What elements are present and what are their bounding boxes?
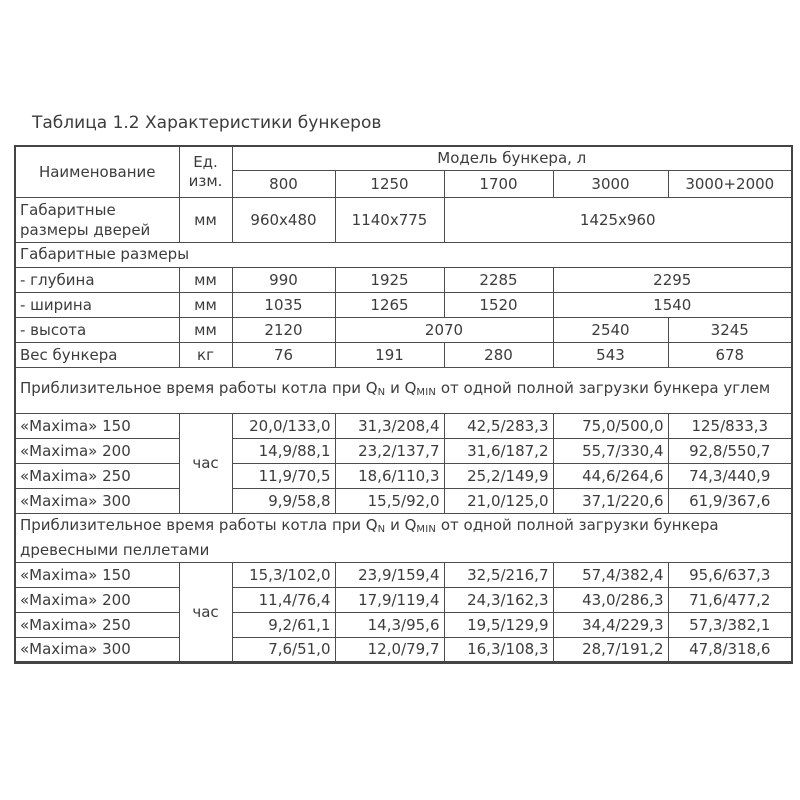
pellets-300-value-3000plus2000: 47,8/318,6 [668, 637, 792, 662]
coal-section-text-1: Приблизительное время работы котла при Q [20, 378, 378, 397]
pellets-maxima-150-label: «Maxima» 150 [15, 562, 179, 587]
height-value-800: 2120 [232, 317, 335, 342]
pellets-200-value-3000: 43,0/286,3 [553, 587, 668, 612]
header-model-3000plus2000: 3000+2000 [668, 170, 792, 197]
width-value-800: 1035 [232, 292, 335, 317]
pellets-150-value-1250: 23,9/159,4 [335, 562, 444, 587]
pellets-150-value-800: 15,3/102,0 [232, 562, 335, 587]
coal-maxima-250-label: «Maxima» 250 [15, 463, 179, 488]
header-model-800: 800 [232, 170, 335, 197]
doors-value-800: 960х480 [232, 197, 335, 242]
depth-unit: мм [179, 267, 232, 292]
bunker-characteristics-table [14, 145, 793, 664]
coal-250-value-800: 11,9/70,5 [232, 463, 335, 488]
row-pellets-maxima-300 [15, 637, 792, 662]
depth-value-1700: 2285 [444, 267, 553, 292]
pellets-250-value-3000: 34,4/229,3 [553, 612, 668, 637]
pellets-subscript-qn: N [377, 523, 386, 535]
width-unit: мм [179, 292, 232, 317]
row-coal-maxima-300 [15, 488, 792, 513]
depth-label: - глубина [15, 267, 179, 292]
row-doors [15, 197, 792, 242]
coal-200-value-1700: 31,6/187,2 [444, 438, 553, 463]
doors-label: Габаритные размеры дверей [15, 197, 179, 242]
height-value-1250-1700-combined: 2070 [335, 317, 553, 342]
doors-value-1700-3000-combined: 1425х960 [444, 197, 792, 242]
weight-value-800: 76 [232, 342, 335, 367]
coal-maxima-300-label: «Maxima» 300 [15, 488, 179, 513]
pellets-150-value-3000: 57,4/382,4 [553, 562, 668, 587]
coal-250-value-3000: 44,6/264,6 [553, 463, 668, 488]
depth-value-1250: 1925 [335, 267, 444, 292]
row-pellets-maxima-250 [15, 612, 792, 637]
pellets-300-value-800: 7,6/51,0 [232, 637, 335, 662]
coal-300-value-800: 9,9/58,8 [232, 488, 335, 513]
coal-200-value-3000: 55,7/330,4 [553, 438, 668, 463]
pellets-300-value-3000: 28,7/191,2 [553, 637, 668, 662]
pellets-150-value-1700: 32,5/216,7 [444, 562, 553, 587]
pellets-unit-hours: час [179, 562, 232, 662]
header-model-1700: 1700 [444, 170, 553, 197]
pellets-section-text-1: Приблизительное время работы котла при Q [20, 515, 378, 534]
width-value-1250: 1265 [335, 292, 444, 317]
pellets-250-value-3000plus2000: 57,3/382,1 [668, 612, 792, 637]
coal-maxima-150-label: «Maxima» 150 [15, 413, 179, 438]
row-width [15, 292, 792, 317]
depth-value-800: 990 [232, 267, 335, 292]
weight-value-3000: 543 [553, 342, 668, 367]
header-model-1250: 1250 [335, 170, 444, 197]
pellets-250-value-1700: 19,5/129,9 [444, 612, 553, 637]
row-coal-maxima-150 [15, 413, 792, 438]
dims-section-label: Габаритные размеры [15, 242, 792, 267]
pellets-section-text-2: и Q [385, 515, 417, 534]
header-model-3000: 3000 [553, 170, 668, 197]
row-coal-maxima-200 [15, 438, 792, 463]
coal-250-value-1250: 18,6/110,3 [335, 463, 444, 488]
page-title: Таблица 1.2 Характеристики бункеров [32, 113, 382, 133]
width-value-1700: 1520 [444, 292, 553, 317]
weight-value-1700: 280 [444, 342, 553, 367]
coal-200-value-1250: 23,2/137,7 [335, 438, 444, 463]
pellets-200-value-1250: 17,9/119,4 [335, 587, 444, 612]
coal-unit-hours: час [179, 413, 232, 513]
coal-300-value-3000: 37,1/220,6 [553, 488, 668, 513]
coal-section-text-3: от одной полной загрузки бункера углем [436, 378, 771, 397]
height-label: - высота [15, 317, 179, 342]
pellets-maxima-300-label: «Maxima» 300 [15, 637, 179, 662]
coal-300-value-1700: 21,0/125,0 [444, 488, 553, 513]
header-row-group [15, 146, 792, 170]
coal-300-value-3000plus2000: 61,9/367,6 [668, 488, 792, 513]
weight-value-1250: 191 [335, 342, 444, 367]
pellets-subscript-qmin: MIN [416, 523, 437, 535]
coal-250-value-3000plus2000: 74,3/440,9 [668, 463, 792, 488]
pellets-300-value-1250: 12,0/79,7 [335, 637, 444, 662]
height-value-3000: 2540 [553, 317, 668, 342]
width-value-3000-combined: 1540 [553, 292, 792, 317]
pellets-300-value-1700: 16,3/108,3 [444, 637, 553, 662]
coal-section-header [15, 367, 792, 413]
coal-subscript-qn: N [377, 386, 386, 398]
depth-value-3000-combined: 2295 [553, 267, 792, 292]
doors-value-1250: 1140х775 [335, 197, 444, 242]
header-name: Наименование [15, 146, 179, 197]
row-depth [15, 267, 792, 292]
coal-200-value-3000plus2000: 92,8/550,7 [668, 438, 792, 463]
row-pellets-section [15, 513, 792, 562]
coal-subscript-qmin: MIN [416, 386, 437, 398]
coal-150-value-800: 20,0/133,0 [232, 413, 335, 438]
header-unit [179, 146, 232, 197]
pellets-maxima-250-label: «Maxima» 250 [15, 612, 179, 637]
weight-value-3000plus2000: 678 [668, 342, 792, 367]
row-height [15, 317, 792, 342]
weight-label: Вес бункера [15, 342, 179, 367]
coal-150-value-1250: 31,3/208,4 [335, 413, 444, 438]
coal-section-text-2: и Q [385, 378, 417, 397]
pellets-section-header [15, 513, 792, 562]
row-pellets-maxima-150 [15, 562, 792, 587]
row-dims-section [15, 242, 792, 267]
pellets-section-text-3: от одной полной загрузки бункера древесными пеллетами [20, 515, 719, 559]
coal-150-value-1700: 42,5/283,3 [444, 413, 553, 438]
header-unit-line1: Ед. [193, 152, 218, 171]
row-coal-maxima-250 [15, 463, 792, 488]
header-unit-line2: изм. [188, 171, 223, 190]
coal-250-value-1700: 25,2/149,9 [444, 463, 553, 488]
pellets-200-value-1700: 24,3/162,3 [444, 587, 553, 612]
pellets-200-value-3000plus2000: 71,6/477,2 [668, 587, 792, 612]
height-value-3000plus2000: 3245 [668, 317, 792, 342]
pellets-maxima-200-label: «Maxima» 200 [15, 587, 179, 612]
coal-150-value-3000plus2000: 125/833,3 [668, 413, 792, 438]
coal-200-value-800: 14,9/88,1 [232, 438, 335, 463]
row-pellets-maxima-200 [15, 587, 792, 612]
pellets-250-value-1250: 14,3/95,6 [335, 612, 444, 637]
doors-unit: мм [179, 197, 232, 242]
coal-maxima-200-label: «Maxima» 200 [15, 438, 179, 463]
header-model-group: Модель бункера, л [232, 146, 792, 170]
pellets-150-value-3000plus2000: 95,6/637,3 [668, 562, 792, 587]
row-coal-section [15, 367, 792, 413]
height-unit: мм [179, 317, 232, 342]
weight-unit: кг [179, 342, 232, 367]
row-weight [15, 342, 792, 367]
width-label: - ширина [15, 292, 179, 317]
coal-300-value-1250: 15,5/92,0 [335, 488, 444, 513]
pellets-200-value-800: 11,4/76,4 [232, 587, 335, 612]
coal-150-value-3000: 75,0/500,0 [553, 413, 668, 438]
pellets-250-value-800: 9,2/61,1 [232, 612, 335, 637]
